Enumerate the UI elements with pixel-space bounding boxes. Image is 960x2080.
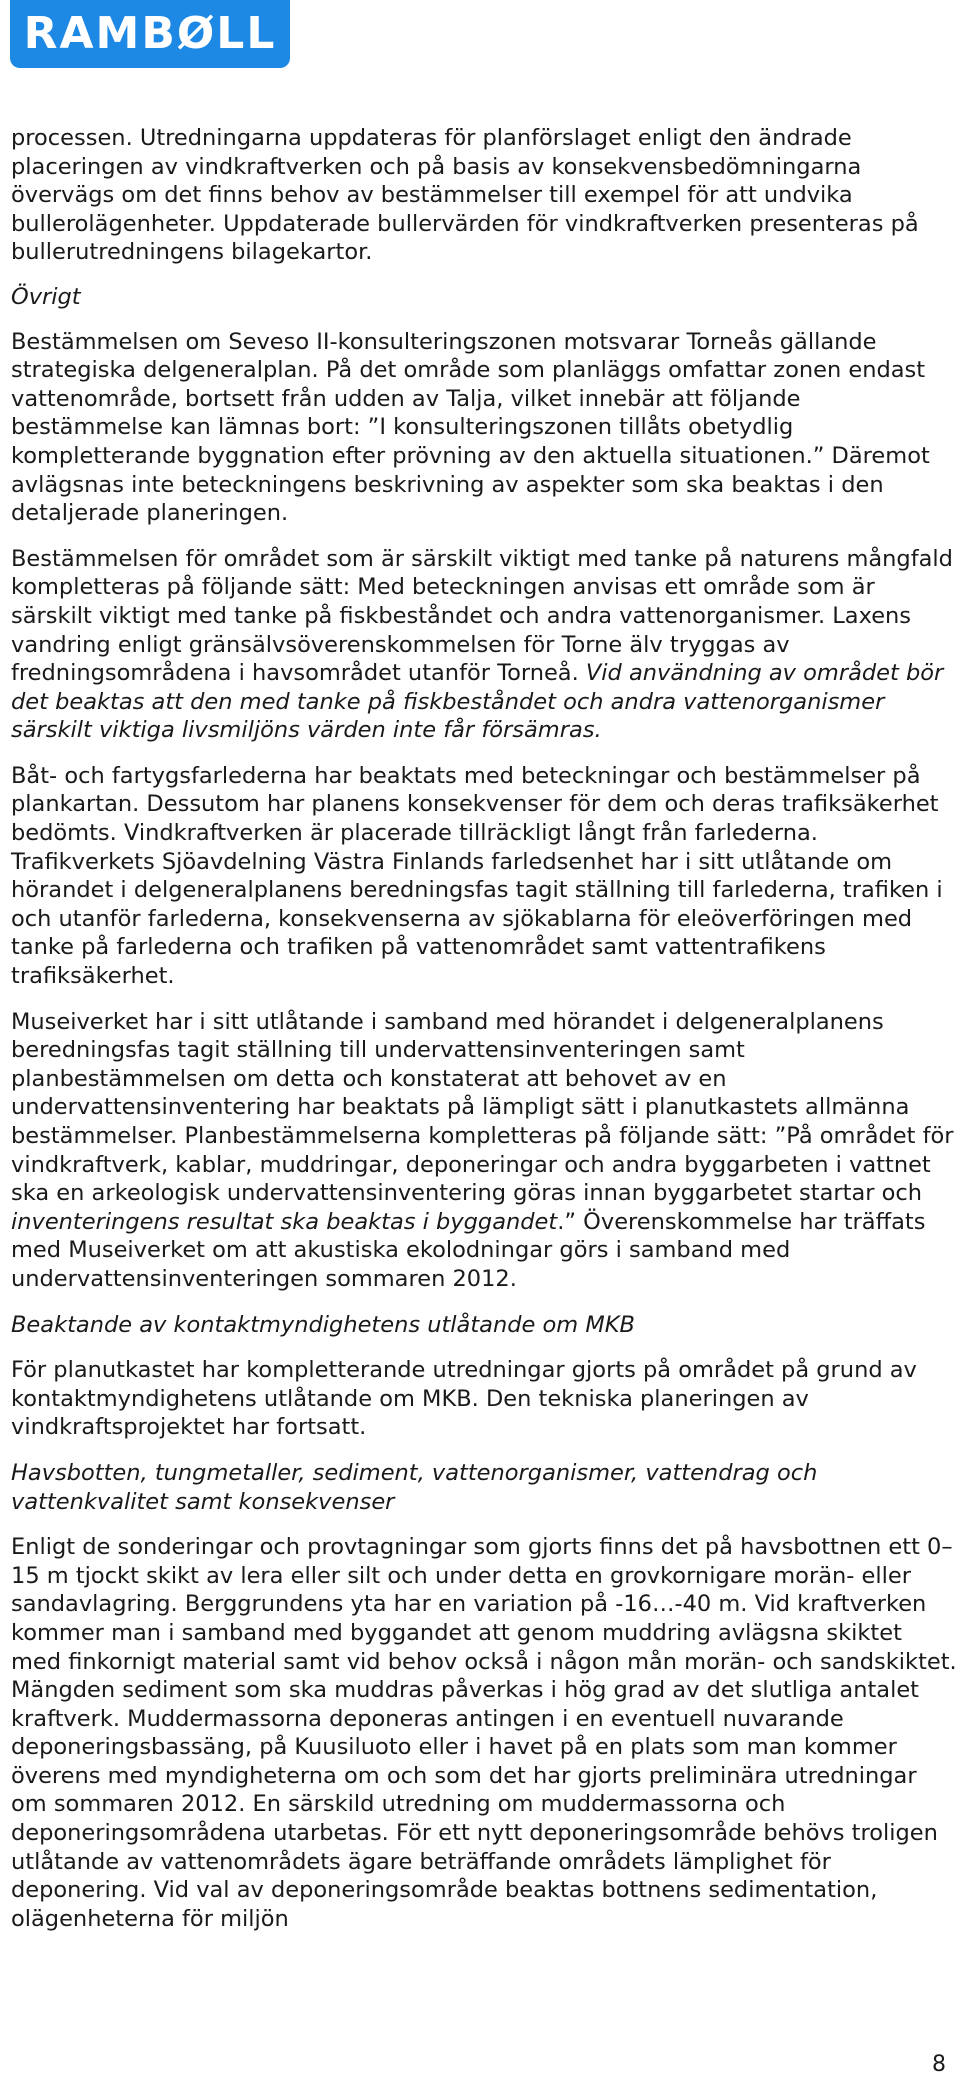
logo-text: RAMBØLL [23, 8, 277, 59]
page-number: 8 [932, 2052, 946, 2077]
ramboll-logo [10, 0, 290, 68]
paragraph-museiverket [11, 1008, 957, 1294]
paragraph-naturens-mangfald-text: Bestämmelsen för området som är särskilt viktigt med tanke på naturens mångfald kompletteras på följande sätt: Med beteckningen anvisas ett område som är särskilt viktigt med tanke på fiskbeståndet och andra vattenorganismer. Laxens vandring enligt gränsälvsöverenskommelsen för Torne älv tryggas av fredningsområdena i havsområdet utanför Torneå. [11, 545, 953, 687]
paragraph-farleder: Båt- och fartygsfarlederna har beaktats med beteckningar och bestämmelser på plankartan. Dessutom har planens konsekvenser för dem och deras trafiksäkerhet bedömts. Vindkraftverken är placerade tillräckligt långt från farlederna. Trafikverkets Sjöavdelning Västra Finlands farledsenhet har i sitt utlåtande om hörandet i delgeneralplanens beredningsfas tagit ställning till farlederna, trafiken i och utanför farlederna, konsekvenserna av sjökablarna för eleöverföringen med tanke på farlederna och trafiken på vattenområdet samt vattentrafikens trafiksäkerhet. [11, 762, 943, 990]
heading-mkb: Beaktande av kontaktmyndighetens utlåtande om MKB [11, 1311, 635, 1338]
paragraph-planutkastet: För planutkastet har kompletterande utredningar gjorts på området på grund av kontaktmyndighetens utlåtande om MKB. Den tekniska planeringen av vindkraftsprojektet har fortsatt. [11, 1357, 917, 1441]
paragraph-seveso: Bestämmelsen om Seveso II-konsulteringszonen motsvarar Torneås gällande strategiska delgeneralplan. På det område som planläggs omfattar zonen endast vattenområde, bortsett från udden av Talja, vilket innebär att följande bestämmelse kan lämnas bort: ”I konsulteringszonen tillåts obetydlig kompletterande byggnation efter prövning av den aktuella situationen.” Däremot avlägsnas inte beteckningens beskrivning av aspekter som ska beaktas i den detaljerade planeringen. [11, 328, 930, 527]
heading-havsbotten: Havsbotten, tungmetaller, sediment, vattenorganismer, vattendrag och vattenkvalitet samt konsekvenser [11, 1459, 818, 1515]
paragraph-processen: processen. Utredningarna uppdateras för planförslaget enligt den ändrade placeringen av vindkraftverken och på basis av konsekvensbedömningarna övervägs om det finns behov av bestämmelser till exempel för att undvika bullerolägenheter. Uppdaterade bullervärden för vindkraftverken presenteras på bullerutredningens bilagekartor. [11, 125, 919, 266]
paragraph-museiverket-italic: inventeringens resultat ska beaktas i byggandet [11, 1208, 558, 1235]
document-body [11, 124, 957, 1933]
paragraph-museiverket-end: .” Överenskommelse har träffats med Museiverket om att akustiska ekolodningar görs i samband med undervattensinventeringen sommaren 2012. [11, 1208, 926, 1292]
paragraph-sonderingar: Enligt de sonderingar och provtagningar som gjorts finns det på havsbottnen ett 0–15 m tjockt skikt av lera eller silt och under detta en grovkornigare morän- eller sandavlagring. Berggrundens yta har en variation på -16…-40 m. Vid kraftverken kommer man i samband med byggandet att genom muddring avlägsna skiktet med finkornigt material samt vid behov också i någon mån morän- och sandskiktet. Mängden sediment som ska muddras påverkas i hög grad av det slutliga antalet kraftverk. Muddermassorna deponeras antingen i en eventuell nuvarande deponeringsbassäng, på Kuusiluoto eller i havet på en plats som man kommer överens med myndigheterna om och som det har gjorts preliminära utredningar om sommaren 2012. En särskild utredning om muddermassorna och deponeringsområdena utarbetas. För ett nytt deponeringsområde behövs troligen utlåtande av vattenområdets ägare beträffande områdets lämplighet för deponering. Vid val av deponeringsområde beaktas bottnens sedimentation, olägenheterna för miljön [11, 1534, 957, 1932]
paragraph-museiverket-text: Museiverket har i sitt utlåtande i samband med hörandet i delgeneralplanens beredningsfas tagit ställning till undervattensinventeringen samt planbestämmelsen om detta och konstaterat att behovet av en undervattensinventering har beaktats på lämpligt sätt i planutkastets allmänna bestämmelser. Planbestämmelserna kompletteras på följande sätt: ”På området för vindkraftverk, kablar, muddringar, deponeringar och andra byggarbeten i vattnet ska en arkeologisk undervattensinventering göras innan byggarbetet startar och [11, 1008, 954, 1207]
paragraph-naturens-mangfald-italic: Vid användning av området bör det beaktas att den med tanke på fiskbeståndet och andra vattenorganismer särskilt viktiga livsmiljöns värden inte får försämras. [11, 660, 944, 744]
heading-ovrigt: Övrigt [11, 283, 81, 310]
paragraph-naturens-mangfald [11, 545, 957, 745]
